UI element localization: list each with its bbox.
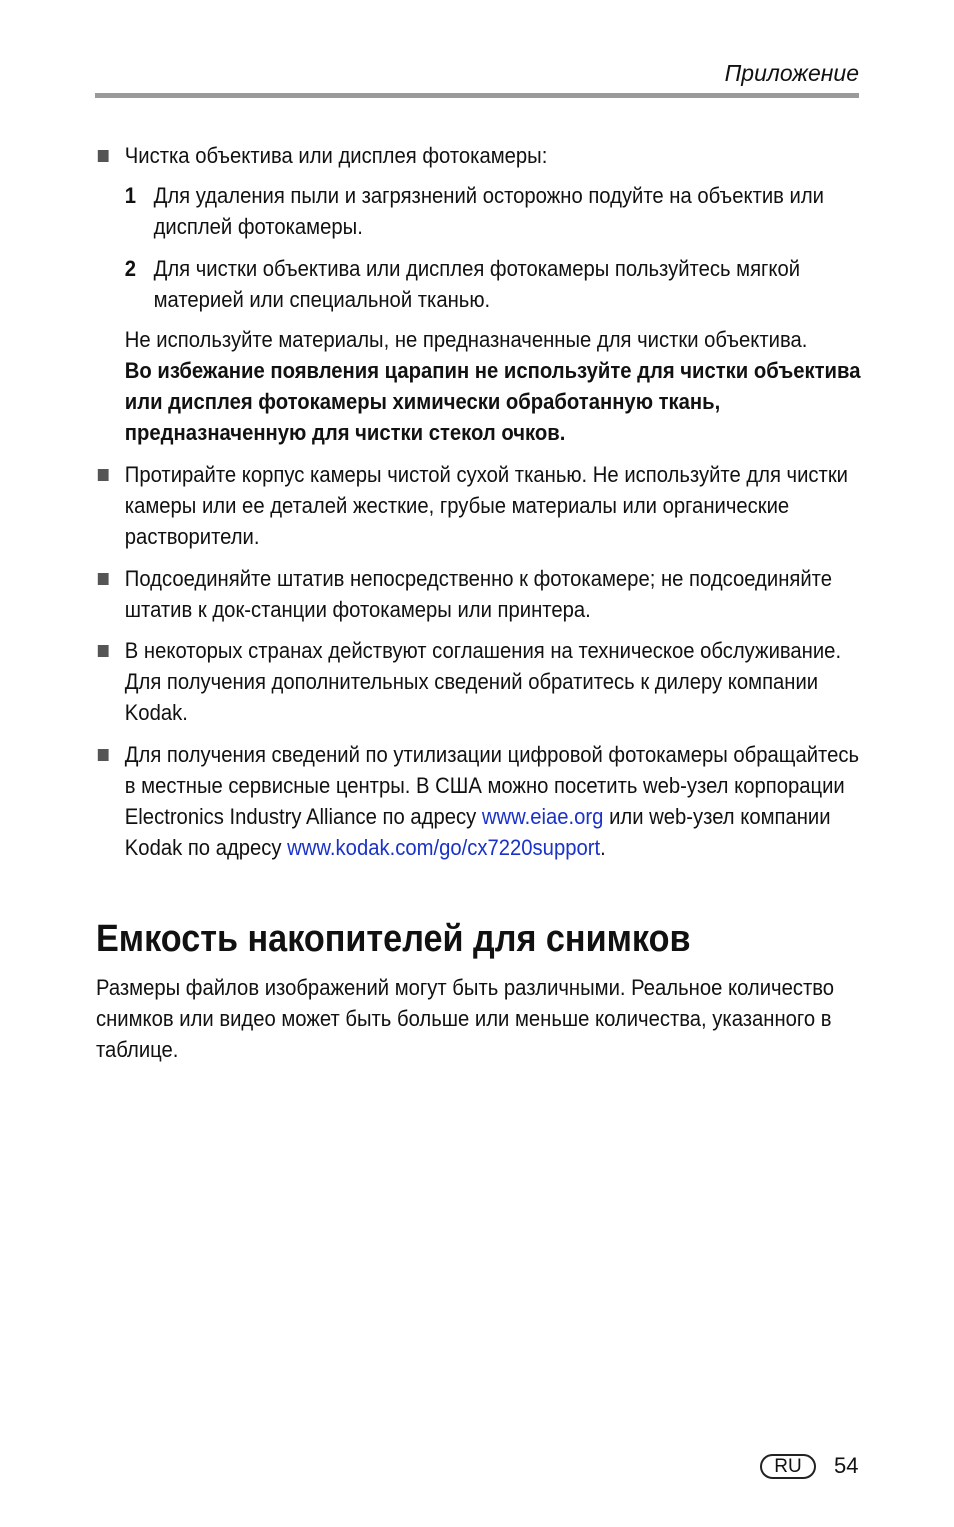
step-number: 2 (124, 256, 137, 281)
step-number: 1 (124, 183, 137, 208)
page-number: 54 (834, 1453, 859, 1478)
bullet-square-icon (98, 150, 109, 162)
recycling-text-1: Для получения сведений по утилизации цифровой фотокамеры обращайтесь в местные сервисные центры. В США можно посетить web-узел корпорации Electronics Industry Alliance по адресу (124, 742, 860, 829)
header-rule (95, 93, 859, 98)
bullet-text: Чистка объектива или дисплея фотокамеры: (124, 143, 548, 168)
kodak-support-link[interactable]: www.kodak.com/go/cx7220support (287, 835, 601, 860)
bullet-square-icon (98, 749, 109, 761)
bullet-text: Подсоединяйте штатив непосредственно к фотокамере; не подсоединяйте штатив к док-станции фотокамеры или принтера. (124, 566, 832, 622)
note-plain: Не используйте материалы, не предназначенные для чистки объектива. (124, 327, 808, 352)
page-footer (760, 1452, 860, 1482)
eiae-link[interactable]: www.eiae.org (481, 804, 604, 829)
running-header: Приложение (724, 60, 859, 86)
language-badge: RU (760, 1454, 816, 1479)
bullet-text: В некоторых странах действуют соглашения на техническое обслуживание. Для получения дополнительных сведений обратитесь к дилеру компании Kodak. (124, 638, 842, 725)
recycling-text-end: . (600, 835, 606, 860)
bullet-square-icon (98, 645, 109, 657)
step-text: Для чистки объектива или дисплея фотокамеры пользуйтесь мягкой материей или специальной тканью. (153, 256, 801, 312)
step-text: Для удаления пыли и загрязнений осторожно подуйте на объектив или дисплей фотокамеры. (153, 183, 824, 239)
note-warning: Во избежание появления царапин не используйте для чистки объектива или дисплея фотокамеры химически обработанную ткань, предназначенную для чистки стекол очков. (124, 358, 861, 445)
bullet-text (125, 739, 863, 863)
bullet-text: Протирайте корпус камеры чистой сухой тканью. Не используйте для чистки камеры или ее деталей жесткие, грубые материалы или органические растворители. (124, 462, 848, 549)
bullet-square-icon (98, 573, 109, 585)
section-heading: Емкость накопителей для снимков (96, 918, 691, 960)
section-body: Размеры файлов изображений могут быть различными. Реальное количество снимков или видео может быть больше или меньше количества, указанного в таблице. (96, 975, 835, 1062)
bullet-square-icon (98, 469, 109, 481)
recycling-text-2: или web-узел компании Kodak по адресу (124, 804, 831, 860)
